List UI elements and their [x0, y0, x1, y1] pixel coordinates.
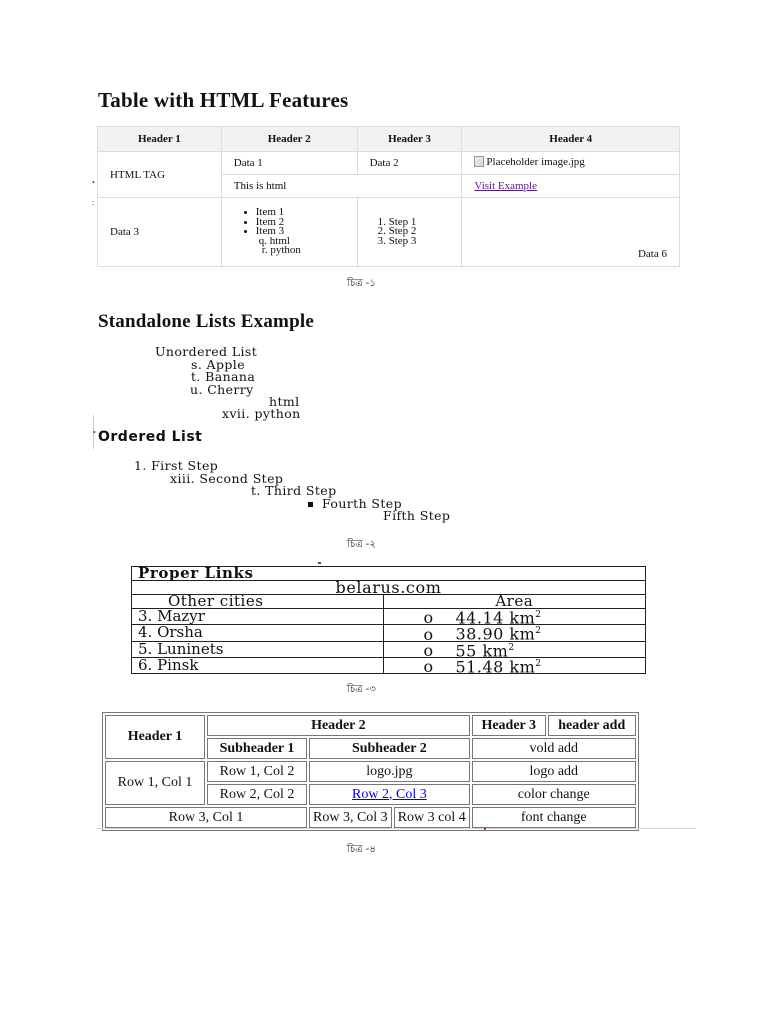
scan-col-area: Area	[383, 595, 646, 609]
list-item: • Item 1	[256, 208, 345, 218]
cell-link	[462, 175, 680, 198]
t4-cell: Row 1, Col 2	[207, 761, 307, 782]
table-header-1: Header 1	[98, 127, 222, 152]
t4-row1col1: Row 1, Col 1	[105, 761, 205, 805]
t4-header-1: Header 1	[105, 715, 205, 759]
scan-col-cities: Other cities	[132, 595, 384, 609]
t4-cell: Row 3 col 4	[394, 807, 470, 828]
figure4-caption: চিত্র -৪	[347, 844, 376, 855]
scan-city: 6. Pinsk	[132, 657, 384, 673]
figure2-title: Standalone Lists Example	[98, 311, 314, 332]
visit-example-link[interactable]: Visit Example	[474, 180, 538, 192]
t4-header-2: Header 2	[207, 715, 470, 736]
scan-title: Proper Links	[132, 567, 646, 581]
ordered-list-title: Ordered List	[98, 429, 203, 445]
scan-area: o 44.14 $km^2$	[383, 609, 646, 625]
square-bullet-icon	[308, 502, 313, 507]
scan-url: belarus.com	[132, 581, 646, 595]
t4-cell: Row 2, Col 2	[207, 784, 307, 805]
list-item: q. html	[258, 234, 290, 247]
unordered-list-title: Unordered List	[155, 344, 258, 359]
nested-list	[234, 234, 345, 257]
ordered-item: t. Third Step	[251, 483, 337, 498]
divider	[96, 828, 696, 829]
ordered-item: Fifth Step	[383, 508, 451, 523]
margin-mark: •	[93, 428, 96, 437]
figure3-caption: চিত্র -৩	[347, 684, 376, 695]
margin-mark: •	[92, 178, 95, 187]
complex-header-table	[102, 712, 639, 831]
cell-this-is-html: This is html	[221, 175, 462, 198]
cell-image	[462, 152, 680, 175]
col3-link[interactable]: Col 3	[395, 786, 427, 802]
t4-cell: vold add	[472, 738, 636, 759]
unordered-item: u. Cherry	[190, 382, 254, 397]
t4-cell: color change	[472, 784, 636, 805]
cell-html-tag: HTML TAG	[98, 152, 222, 198]
t4-header-add: header add	[548, 715, 636, 736]
list-item: r. python	[261, 244, 301, 257]
t4-cell: logo add	[472, 761, 636, 782]
cell-data-1: Data 1	[221, 152, 357, 175]
red-speck	[484, 827, 486, 830]
scan-city: 3. Mazyr	[132, 609, 384, 625]
t4-subheader-2: Subheader 2	[309, 738, 470, 759]
scan-area: o 38.90 $km^2$	[383, 625, 646, 641]
html-features-table	[97, 126, 680, 267]
table-header-3: Header 3	[357, 127, 462, 152]
list-item: 2. Step 2	[377, 225, 417, 238]
figure2-caption: চিত্র -২	[347, 539, 376, 550]
unordered-item: html	[269, 394, 300, 409]
ordered-item: xiii. Second Step	[170, 471, 284, 486]
list-item: 3. Step 3	[377, 234, 417, 247]
scan-city: 4. Orsha	[132, 625, 384, 641]
t4-subheader-1: Subheader 1	[207, 738, 307, 759]
scan-speck	[318, 562, 321, 564]
scan-city: 5. Luninets	[132, 641, 384, 657]
item-list	[234, 208, 345, 237]
scan-area: o 51.48 $km^2$	[383, 657, 646, 673]
t4-cell: Row 3, Col 3	[309, 807, 392, 828]
t4-header-3: Header 3	[472, 715, 546, 736]
list-item: • Item 3	[256, 227, 345, 237]
figure1-caption: চিত্র -১	[347, 278, 376, 289]
unordered-item: s. Apple	[191, 357, 245, 372]
table-header-2: Header 2	[221, 127, 357, 152]
scan-area: o 55 $km^2$	[383, 641, 646, 657]
list-item: 1. Step 1	[377, 215, 417, 228]
unordered-item: t. Banana	[191, 369, 256, 384]
unordered-item: xvii. python	[222, 406, 301, 421]
cell-ordered-list	[357, 198, 462, 267]
cell-data-2: Data 2	[357, 152, 462, 175]
cell-data-6: Data 6	[462, 198, 680, 267]
row2-link[interactable]: Row 2	[352, 786, 389, 802]
image-alt-text: Placeholder image.jpg	[486, 155, 585, 168]
cities-table	[131, 564, 646, 677]
cell-unordered-list	[221, 198, 357, 267]
figure1-title: Table with HTML Features	[98, 88, 349, 112]
cell-data-3: Data 3	[98, 198, 222, 267]
ordered-item: Fourth Step	[308, 496, 402, 511]
broken-image-icon	[474, 156, 584, 168]
table-header-4: Header 4	[462, 127, 680, 152]
ordered-item: 1. First Step	[134, 458, 219, 473]
t4-cell-logo: logo.jpg	[309, 761, 470, 782]
margin-mark: :	[92, 198, 95, 207]
t4-cell: Row 3, Col 1	[105, 807, 307, 828]
scanned-table-image	[123, 558, 669, 677]
t4-cell-link: Row 2, Col 3	[309, 784, 470, 805]
list-item: • Item 2	[256, 218, 345, 228]
t4-cell: font change	[472, 807, 636, 828]
